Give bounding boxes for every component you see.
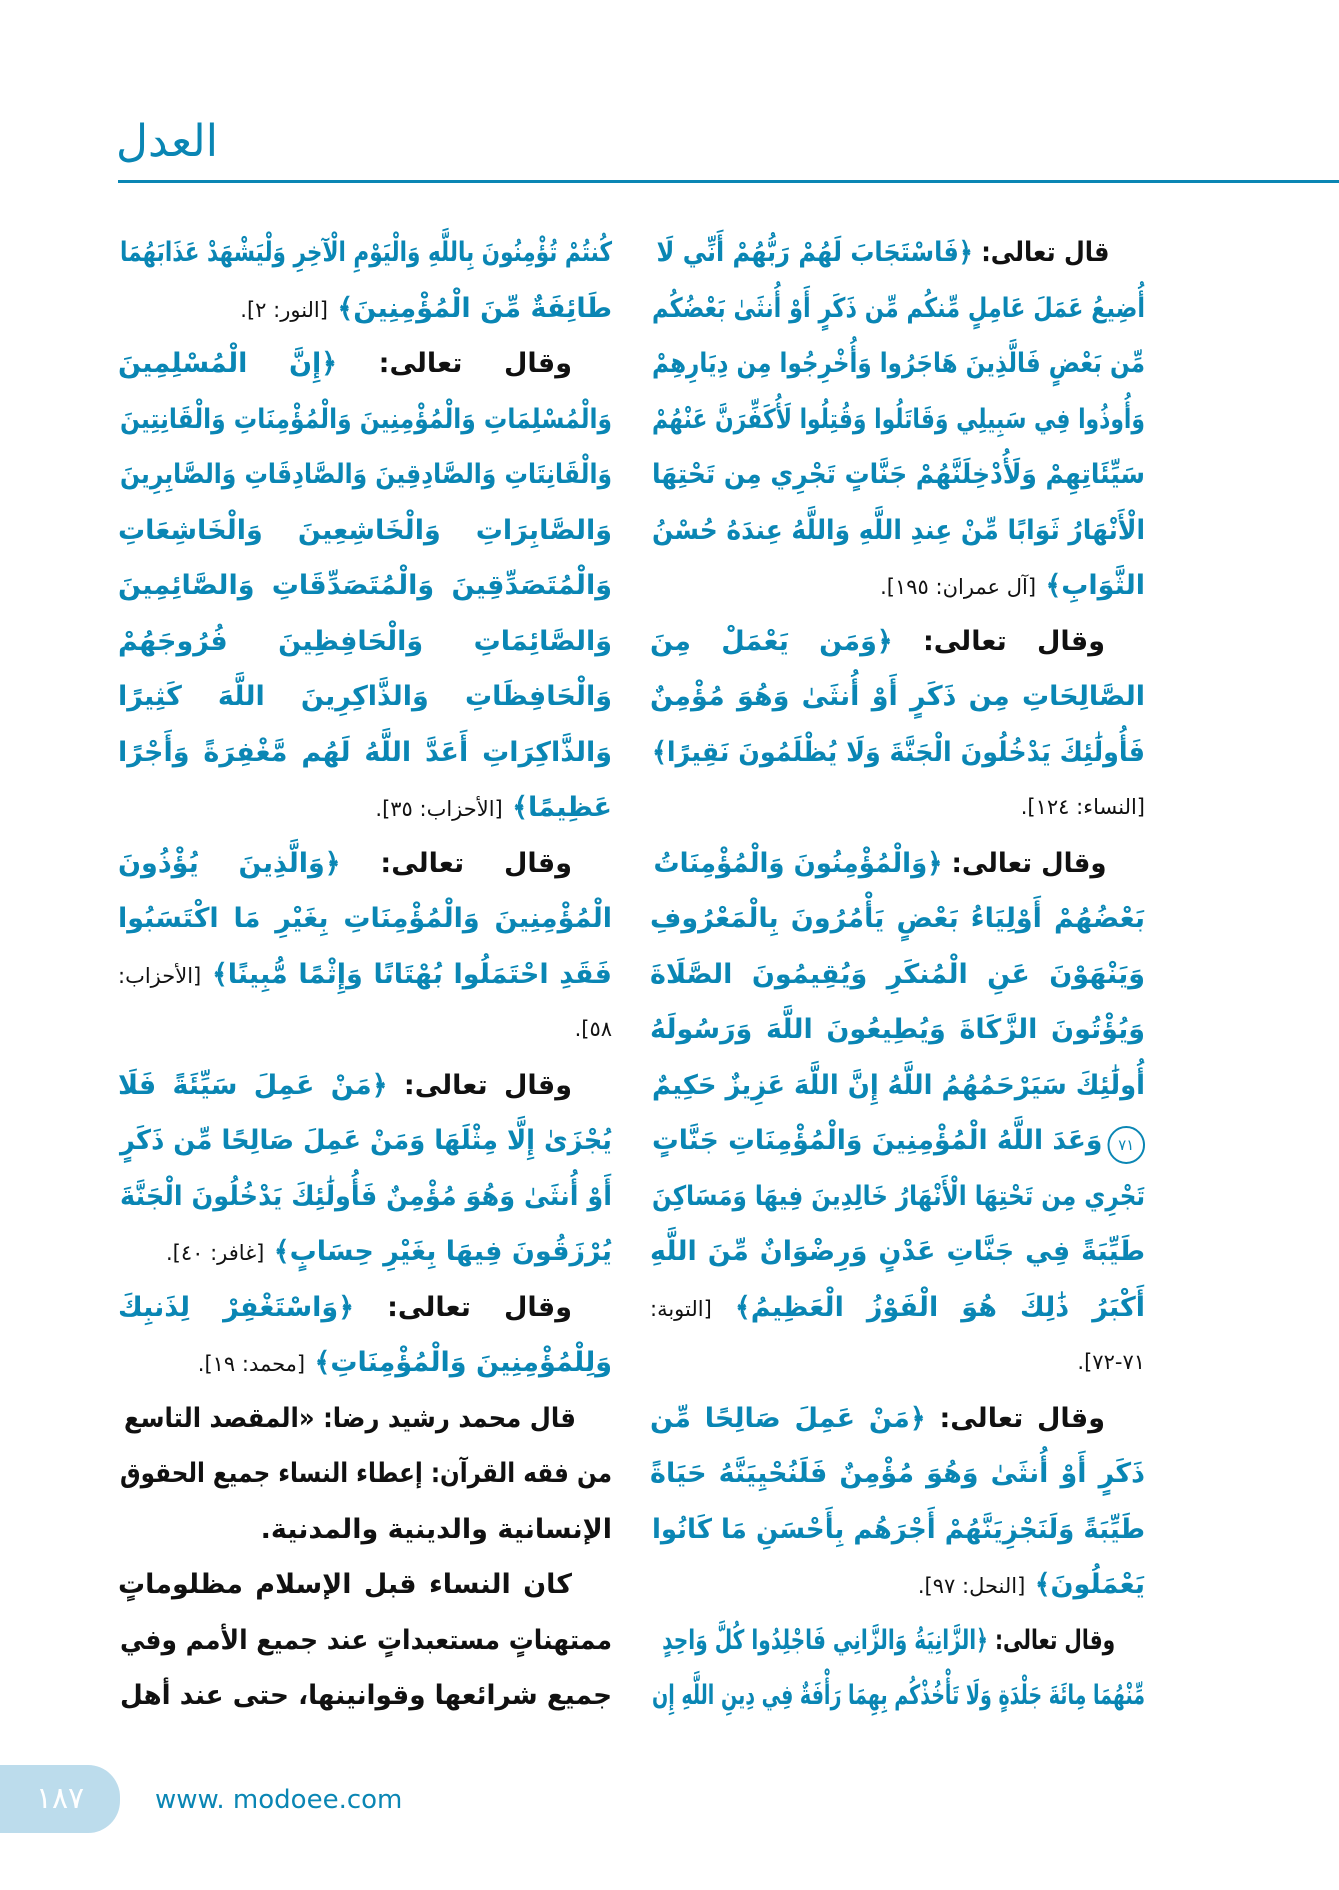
text-line [118, 336, 612, 392]
text-line [650, 1280, 1145, 1336]
verse-reference: ٥٨]. [574, 1017, 612, 1041]
body-text: من فقه القرآن: إعطاء النساء جميع الحقوق [119, 1458, 612, 1489]
body-text: وقال تعالى: [354, 1291, 572, 1323]
quran-verse-text: يَعْمَلُونَ﴾ [1025, 1569, 1145, 1600]
quran-verse-text: وَالْقَانِتَاتِ وَالصَّادِقِينَ وَالصَّادِقَاتِ وَالصَّابِرِينَ [120, 459, 613, 490]
text-line [119, 1613, 612, 1669]
text-line [119, 1169, 613, 1225]
quran-verse-text: ﴿فَاسْتَجَابَ لَهُمْ رَبُّهُمْ أَنِّي لَا [656, 237, 973, 268]
text-line [118, 614, 612, 670]
text-line [118, 725, 612, 781]
text-line [651, 447, 1145, 503]
text-line [119, 225, 612, 281]
text-line [650, 891, 1145, 947]
body-text: وقال تعالى: [987, 1624, 1116, 1656]
right-column [650, 225, 1145, 1724]
body-text: وقال تعالى: [337, 348, 572, 379]
verse-reference: [النساء: ١٢٤]. [1020, 795, 1145, 819]
quran-verse-text: فَأُولَٰئِكَ يَدْخُلُونَ الْجَنَّةَ وَلَا يُظْلَمُونَ نَقِيرًا﴾ [652, 736, 1145, 768]
text-line [650, 558, 1145, 614]
text-line [652, 1169, 1145, 1225]
body-text: قال تعالى: [972, 237, 1110, 268]
text-line [652, 392, 1145, 448]
quran-verse-text: ﴿مَنْ عَمِلَ سَيِّئَةً فَلَا [118, 1069, 388, 1101]
text-line [652, 1502, 1145, 1558]
quran-verse-text: مِّن بَعْضٍ فَالَّذِينَ هَاجَرُوا وَأُخْرِجُوا مِن دِيَارِهِمْ [651, 348, 1145, 379]
quran-verse-text: وَأُوذُوا فِي سَبِيلِي وَقَاتَلُوا وَقُتِلُوا لَأُكَفِّرَنَّ عَنْهُمْ [652, 403, 1145, 435]
left-column [118, 225, 612, 1724]
text-line [650, 1224, 1145, 1280]
quran-verse-text: أُضِيعُ عَمَلَ عَامِلٍ مِّنكُم مِّن ذَكَرٍ أَوْ أُنثَىٰ بَعْضُكُم [652, 292, 1145, 324]
text-line [120, 1668, 613, 1724]
quran-verse-text: الْمُؤْمِنِينَ وَالْمُؤْمِنَاتِ بِغَيْرِ مَا اكْتَسَبُوا [118, 903, 612, 934]
chapter-title: العدل [116, 116, 218, 167]
text-line [118, 780, 612, 836]
quran-verse-text: يُرْزَقُونَ فِيهَا بِغَيْرِ حِسَابٍ﴾ [264, 1236, 612, 1267]
text-line [650, 1391, 1145, 1447]
text-line [652, 725, 1145, 781]
verse-reference: [النور: ٢]. [240, 297, 328, 322]
body-text: وقال تعالى: [387, 1069, 572, 1101]
quran-verse-text: أَكْبَرُ ذَٰلِكَ هُوَ الْفَوْزُ الْعَظِيمُ﴾ [711, 1291, 1145, 1323]
quran-verse-text: الثَّوَابِ﴾ [1036, 570, 1145, 601]
text-line [650, 1557, 1145, 1613]
text-line [650, 614, 1145, 670]
body-text: قال محمد رشيد رضا: «المقصد التاسع [123, 1402, 576, 1434]
ayah-number-marker: ٧١ [1108, 1126, 1145, 1164]
quran-verse-text: فَقَدِ احْتَمَلُوا بُهْتَانًا وَإِثْمًا مُّبِينًا﴾ [201, 958, 612, 990]
quran-verse-text: بَعْضُهُمْ أَوْلِيَاءُ بَعْضٍ يَأْمُرُونَ بِالْمَعْرُوفِ [650, 903, 1145, 934]
page-number-badge [0, 1765, 120, 1833]
text-line [118, 558, 612, 614]
text-line [652, 281, 1145, 337]
quran-verse-text: سَيِّئَاتِهِمْ وَلَأُدْخِلَنَّهُمْ جَنَّاتٍ تَجْرِي مِن تَحْتِهَا [651, 459, 1145, 490]
quran-verse-text: وَعَدَ اللَّهُ الْمُؤْمِنِينَ وَالْمُؤْمِنَاتِ جَنَّاتٍ [651, 1125, 1103, 1156]
quran-verse-text: وَالذَّاكِرَاتِ أَعَدَّ اللَّهُ لَهُم مَّغْفِرَةً وَأَجْرًا [118, 736, 612, 768]
body-text: وقال تعالى: [340, 847, 572, 879]
text-line [120, 392, 612, 448]
text-line [118, 1002, 612, 1058]
text-line [118, 1058, 612, 1114]
quran-verse-text: تَجْرِي مِن تَحْتِهَا الْأَنْهَارُ خَالِدِينَ فِيهَا وَمَسَاكِنَ [652, 1180, 1145, 1212]
text-line [650, 669, 1145, 725]
text-line [656, 225, 1145, 281]
quran-verse-text: وَالْمُسْلِمَاتِ وَالْمُؤْمِنِينَ وَالْمُؤْمِنَاتِ وَالْقَانِتِينَ [120, 403, 612, 435]
quran-verse-text: وَالْمُتَصَدِّقِينَ وَالْمُتَصَدِّقَاتِ وَالصَّائِمِينَ [118, 570, 612, 601]
text-line [651, 1113, 1145, 1169]
text-line [651, 336, 1145, 392]
quran-verse-text: ﴿وَالَّذِينَ يُؤْذُونَ [118, 847, 341, 879]
text-line [120, 1113, 613, 1169]
verse-reference: [محمد: ١٩]. [197, 1352, 306, 1376]
verse-reference: [التوبة: [650, 1296, 712, 1321]
body-text: وقال تعالى: [892, 625, 1105, 657]
text-line [650, 1446, 1145, 1502]
text-line [119, 1446, 612, 1502]
body-text: وقال تعالى: [942, 847, 1107, 879]
text-line [118, 947, 612, 1003]
quran-verse-text: طَيِّبَةً وَلَنَجْزِيَنَّهُمْ أَجْرَهُم بِأَحْسَنِ مَا كَانُوا [652, 1513, 1145, 1545]
body-text: جميع شرائعها وقوانينها، حتى عند أهل [120, 1680, 613, 1711]
text-line [118, 836, 612, 892]
text-line [650, 947, 1145, 1003]
quran-verse-text: ﴿وَالْمُؤْمِنُونَ وَالْمُؤْمِنَاتُ [653, 847, 943, 879]
quran-verse-text: وَالْحَافِظَاتِ وَالذَّاكِرِينَ اللَّهَ كَثِيرًا [118, 681, 612, 712]
text-line [118, 1224, 612, 1280]
quran-verse-text: أَوْ أُنثَىٰ وَهُوَ مُؤْمِنٌ فَأُولَٰئِكَ يَدْخُلُونَ الْجَنَّةَ [119, 1180, 613, 1212]
quran-verse-text: الْأَنْهَارُ ثَوَابًا مِّنْ عِندِ اللَّهِ وَاللَّهُ عِندَهُ حُسْنُ [651, 514, 1145, 546]
text-line [651, 503, 1145, 559]
quran-verse-text: كُنتُمْ تُؤْمِنُونَ بِاللَّهِ وَالْيَوْمِ الْآخِرِ وَلْيَشْهَدْ عَذَابَهُمَا [119, 237, 612, 268]
quran-verse-text: ﴿مَنْ عَمِلَ صَالِحًا مِّن [650, 1402, 926, 1434]
verse-reference: [آل عمران: ١٩٥]. [880, 575, 1037, 599]
quran-verse-text: ﴿وَمَن يَعْمَلْ مِنَ [650, 625, 893, 657]
text-line [118, 1557, 612, 1613]
text-line [650, 780, 1145, 836]
text-line [118, 891, 612, 947]
quran-verse-text: ذَكَرٍ أَوْ أُنثَىٰ وَهُوَ مُؤْمِنٌ فَلَنُحْيِيَنَّهُ حَيَاةً [650, 1458, 1145, 1489]
verse-reference: [غافر: ٤٠]. [165, 1241, 265, 1265]
text-line [653, 836, 1145, 892]
page-number: ١٨٧ [35, 1781, 85, 1816]
text-line [120, 447, 613, 503]
quran-verse-text: ﴿الزَّانِيَةُ وَالزَّانِي فَاجْلِدُوا كُلَّ وَاحِدٍ [662, 1624, 988, 1656]
body-text: كان النساء قبل الإسلام مظلوماتٍ [118, 1569, 572, 1600]
header-divider [118, 180, 1339, 183]
quran-verse-text: يُجْزَىٰ إِلَّا مِثْلَهَا وَمَنْ عَمِلَ صَالِحًا مِّن ذَكَرٍ [120, 1125, 613, 1156]
quran-verse-text: مِّنْهُمَا مِائَةَ جَلْدَةٍ وَلَا تَأْخُذْكُم بِهِمَا رَأْفَةٌ فِي دِينِ اللَّهِ إِن [651, 1680, 1145, 1711]
quran-verse-text: طَيِّبَةً فِي جَنَّاتِ عَدْنٍ وَرِضْوَانٌ مِّنَ اللَّهِ [650, 1236, 1145, 1267]
text-line [662, 1613, 1145, 1669]
text-line [123, 1391, 612, 1447]
quran-verse-text: ﴿إِنَّ الْمُسْلِمِينَ [118, 348, 338, 379]
verse-reference: [الأحزاب: ٣٥]. [375, 797, 503, 821]
quran-verse-text: وَالصَّابِرَاتِ وَالْخَاشِعِينَ وَالْخَاشِعَاتِ [118, 514, 612, 546]
text-line [650, 1002, 1145, 1058]
quran-verse-text: وَيَنْهَوْنَ عَنِ الْمُنكَرِ وَيُقِيمُونَ الصَّلَاةَ [650, 958, 1145, 990]
verse-reference: [النحل: ٩٧]. [917, 1574, 1026, 1598]
body-text: وقال تعالى: [925, 1402, 1105, 1434]
text-line [118, 281, 612, 337]
quran-verse-text: وَلِلْمُؤْمِنِينَ وَالْمُؤْمِنَاتِ﴾ [305, 1347, 612, 1378]
text-line [118, 503, 612, 559]
body-text: ممتهناتٍ مستعبداتٍ عند جميع الأمم وفي [119, 1624, 612, 1656]
verse-reference: ٧١-٧٢]. [1077, 1350, 1145, 1374]
quran-verse-text: وَالصَّائِمَاتِ وَالْحَافِظِينَ فُرُوجَهُمْ [118, 625, 612, 657]
quran-verse-text: الصَّالِحَاتِ مِن ذَكَرٍ أَوْ أُنثَىٰ وَهُوَ مُؤْمِنٌ [650, 681, 1145, 712]
text-line [118, 1335, 612, 1391]
quran-verse-text: طَائِفَةٌ مِّنَ الْمُؤْمِنِينَ﴾ [327, 292, 612, 324]
website-link[interactable]: www. modoee.com [155, 1785, 403, 1815]
text-line [651, 1668, 1145, 1724]
text-line [118, 1502, 612, 1558]
quran-verse-text: ﴿وَاسْتَغْفِرْ لِذَنبِكَ [118, 1291, 355, 1323]
text-line [118, 669, 612, 725]
text-line [118, 1280, 612, 1336]
quran-verse-text: أُولَٰئِكَ سَيَرْحَمُهُمُ اللَّهُ إِنَّ اللَّهَ عَزِيزٌ حَكِيمٌ [652, 1069, 1145, 1101]
body-text: الإنسانية والدينية والمدنية. [260, 1513, 612, 1545]
verse-reference: [الأحزاب: [118, 963, 202, 988]
quran-verse-text: عَظِيمًا﴾ [502, 792, 612, 823]
text-line [650, 1335, 1145, 1391]
quran-verse-text: وَيُؤْتُونَ الزَّكَاةَ وَيُطِيعُونَ اللَّهَ وَرَسُولَهُ [650, 1014, 1145, 1045]
text-line [652, 1058, 1145, 1114]
